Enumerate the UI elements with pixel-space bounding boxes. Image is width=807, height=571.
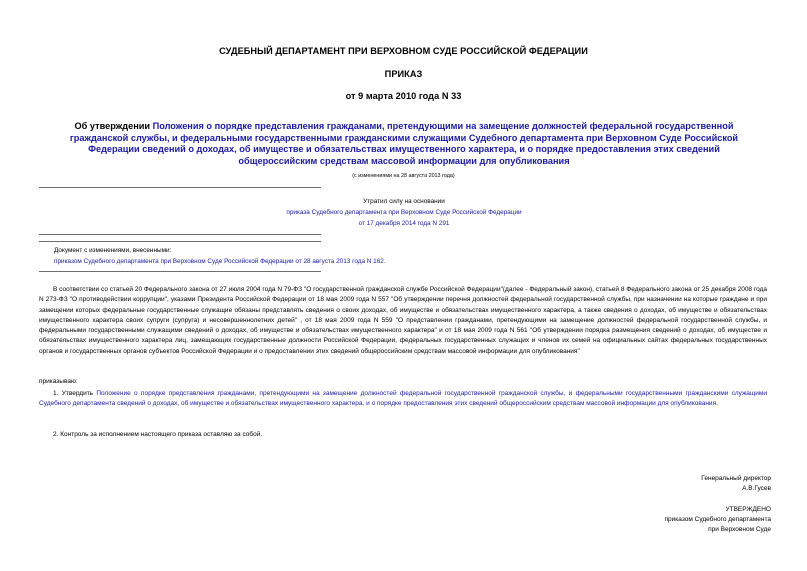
- title-prefix: Об утверждении: [74, 121, 153, 131]
- divider: [39, 241, 321, 242]
- approved-block: [531, 505, 771, 536]
- item-1-prefix: 1. Утвердить: [53, 390, 97, 397]
- divider: [39, 234, 321, 235]
- repeal-notice: [140, 197, 668, 229]
- changes-block: [54, 245, 554, 267]
- preamble-text-start: В соответствии со статьей 20 Федерального закона от 27 июля 2004 года N 79-ФЗ "О государственной гражданской службе Российской Федерации": [53, 286, 503, 293]
- changes-label: Документ с изменениями, внесенными:: [54, 247, 172, 254]
- item-2: 2. Контроль за исполнением настоящего приказа оставляю за собой.: [53, 431, 263, 438]
- signature-position: Генеральный директор: [701, 475, 771, 482]
- repeal-notice-text: Утратил силу на основании: [363, 198, 445, 205]
- document-type: ПРИКАЗ: [384, 69, 423, 79]
- approved-word: УТВЕРЖДЕНО: [725, 506, 771, 513]
- order-word: приказываю:: [39, 378, 78, 385]
- changes-order-link[interactable]: приказом Судебного департамента при Верховном Суде Российской Федерации от 28 августа 2013 года N 162.: [54, 258, 386, 265]
- item-1-regulation-link[interactable]: Положение о порядке представления гражданами, претендующими на замещение должностей федеральной государственной гражданской службы, и федеральными государственными гражданскими служащими Судебного департамента сведений о доходах, об имуществе и обязательствах имущественного характера, и о порядке предоставления этих сведений общероссийским средствам массовой информации для опубликования.: [39, 390, 767, 408]
- signature-block: [531, 474, 771, 494]
- document-date-number: от 9 марта 2010 года N 33: [345, 91, 462, 101]
- amendment-note: (с изменениями на 28 августа 2013 года): [352, 173, 455, 179]
- document-title: [52, 121, 756, 167]
- signature-name: А.В.Гусев: [742, 485, 771, 493]
- item-1: [39, 389, 767, 410]
- preamble-paragraph: [39, 285, 767, 357]
- divider: [39, 271, 321, 272]
- approved-line-1: приказом Судебного департамента: [664, 516, 771, 524]
- organization-heading: СУДЕБНЫЙ ДЕПАРТАМЕНТ ПРИ ВЕРХОВНОМ СУДЕ РОССИЙСКОЙ ФЕДЕРАЦИИ: [219, 46, 588, 56]
- repeal-order-link[interactable]: приказа Судебного департамента при Верховном Суде Российской Федерации: [286, 208, 522, 216]
- divider: [39, 187, 321, 188]
- repeal-order-date-link[interactable]: от 17 декабря 2014 года N 291: [358, 219, 450, 227]
- title-regulation-link[interactable]: Положения о порядке представления гражданами, претендующими на замещение должностей федеральной государственной гражданской службы, и федеральными государственными гражданскими служащими Судебного департамента при Верховном Суде Российской Федерации сведений о доходах, об имуществе и обязательствах имущественного характера, и о порядке предоставления этих сведений общероссийским средствам массовой информации для опубликования: [69, 121, 739, 166]
- preamble-text-rest: (далее - Федеральный закон), статьей 8 Федерального закона от 25 декабря 2008 года N 273-ФЗ "О противодействии коррупции", указами Президента Российской Федерации от 18 мая 2009 года N 557 "Об утверждении перечня должностей федеральной государственной службы, при назначении на которые граждане и при замещении которых федеральные государственные служащие обязаны представлять сведения о своих доходах, об имуществе и обязательствах имущественного характера, а также сведения о доходах, об имуществе и обязательствах имущественного характера своих супруги (супруга) и несовершеннолетних детей" , от 18 мая 2009 года N 559 "О представлении гражданами, претендующими на замещение должностей федеральной государственной службы, и федеральными государственными служащими сведений о доходах, об имуществе и обязательствах имущественного характера" и от 18 мая 2009 года N 561 "Об утверждении порядка размещения сведений о доходах, об имуществе и обязательствах имущественного характера лиц, замещающих государственные должности Российской Федерации, федеральных государственных служащих и членов их семей на официальных сайтах федеральных государственных органов и государственных органов субъектов Российской Федерации и о предоставлении этих сведений общероссийским средствам массовой информации для опубликования": [39, 286, 767, 355]
- approved-line-2: при Верховном Суде: [708, 526, 771, 534]
